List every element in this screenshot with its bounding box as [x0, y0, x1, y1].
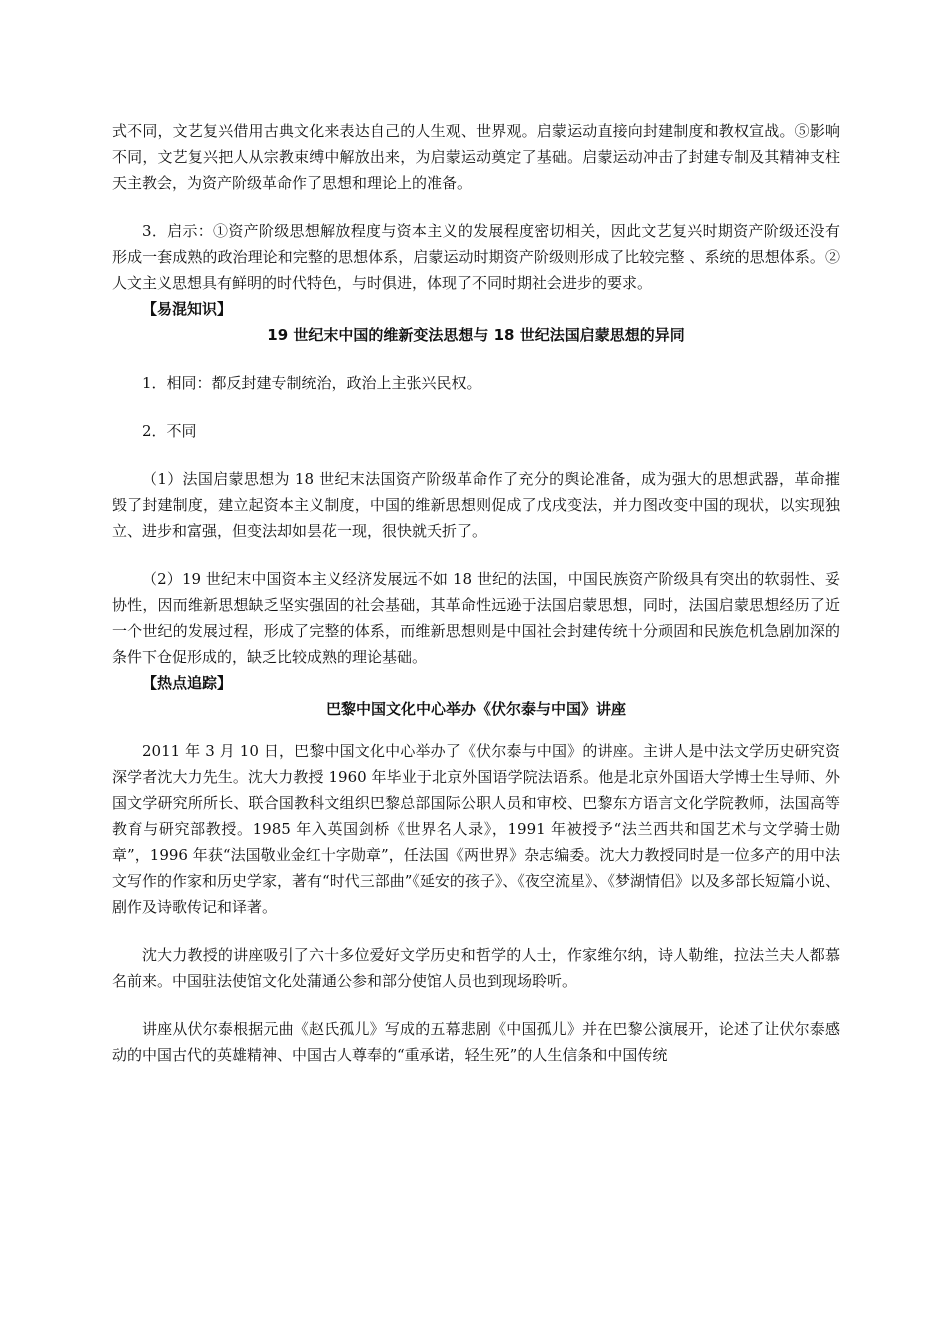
paragraph-difference-label: 2．不同 [142, 422, 197, 440]
paragraph-difference-2: （2）19 世纪末中国资本主义经济发展远不如 18 世纪的法国，中国民族资产阶级具有突出的软弱性、妥协性，因而维新思想缺乏坚实强固的社会基础，其革命性远逊于法国启蒙思想，同时，法国启蒙思想经历了近一个世纪的发展过程，形成了完整的体系，而维新思想则是中国社会封建传统十分顽固和民族危机急剧加深的条件下仓促形成的，缺乏比较成熟的理论基础。 [112, 570, 840, 666]
section-heading-hot-topics: 【热点追踪】 [142, 674, 233, 692]
paragraph-lecture-audience: 沈大力教授的讲座吸引了六十多位爱好文学历史和哲学的人士，作家维尔纳，诗人勒维，拉法兰夫人都慕名前来。中国驻法使馆文化处蒲通公参和部分使馆人员也到现场聆听。 [112, 946, 840, 990]
subtitle-voltaire-lecture: 巴黎中国文化中心举办《伏尔泰与中国》讲座 [325, 700, 626, 718]
paragraph-similarity: 1．相同：都反封建专制统治，政治上主张兴民权。 [142, 374, 482, 392]
paragraph-enlightenment: 3．启示：①资产阶级思想解放程度与资本主义的发展程度密切相关，因此文艺复兴时期资产阶级还没有形成一套成熟的政治理论和完整的思想体系，启蒙运动时期资产阶级则形成了比较完整 、系统的思想体系。②人文主义思想具有鲜明的时代特色，与时俱进，体现了不同时期社会进步的要求。 [112, 222, 840, 292]
document-page [112, 118, 840, 1068]
paragraph-lecture-intro: 2011 年 3 月 10 日，巴黎中国文化中心举办了《伏尔泰与中国》的讲座。主讲人是中法文学历史研究资深学者沈大力先生。沈大力教授 1960 年毕业于北京外国语学院法语系。他是北京外国语大学博士生导师、外国文学研究所所长、联合国教科文组织巴黎总部国际公职人员和审校、巴黎东方语言文化学院教师，法国高等教育与研究部教授。1985 年入英国剑桥《世界名人录》，1991 年被授予“法兰西共和国艺术与文学骑士勋章”，1996 年获“法国敬业金红十字勋章”，任法国《两世界》杂志编委。沈大力教授同时是一位多产的用中法文写作的作家和历史学家，著有“时代三部曲”《延安的孩子》、《夜空流星》、《梦湖情侣》以及多部长短篇小说、剧作及诗歌传记和译著。 [112, 742, 840, 916]
section-heading-confusing-knowledge: 【易混知识】 [142, 300, 233, 318]
paragraph-difference-1: （1）法国启蒙思想为 18 世纪末法国资产阶级革命作了充分的舆论准备，成为强大的思想武器，革命摧毁了封建制度，建立起资本主义制度，中国的维新思想则促成了戊戌变法，并力图改变中国的现状，以实现独立、进步和富强，但变法却如昙花一现，很快就夭折了。 [112, 470, 840, 540]
paragraph-lecture-content: 讲座从伏尔泰根据元曲《赵氏孤儿》写成的五幕悲剧《中国孤儿》并在巴黎公演展开，论述了让伏尔泰感动的中国古代的英雄精神、中国古人尊奉的“重承诺，轻生死”的人生信条和中国传统 [112, 1020, 840, 1064]
paragraph-comparison-end: 式不同，文艺复兴借用古典文化来表达自己的人生观、世界观。启蒙运动直接向封建制度和教权宣战。⑤影响不同，文艺复兴把人从宗教束缚中解放出来，为启蒙运动奠定了基础。启蒙运动冲击了封建专制及其精神支柱天主教会，为资产阶级革命作了思想和理论上的准备。 [112, 122, 840, 192]
subtitle-reform-vs-enlightenment: 19 世纪末中国的维新变法思想与 18 世纪法国启蒙思想的异同 [267, 326, 685, 344]
